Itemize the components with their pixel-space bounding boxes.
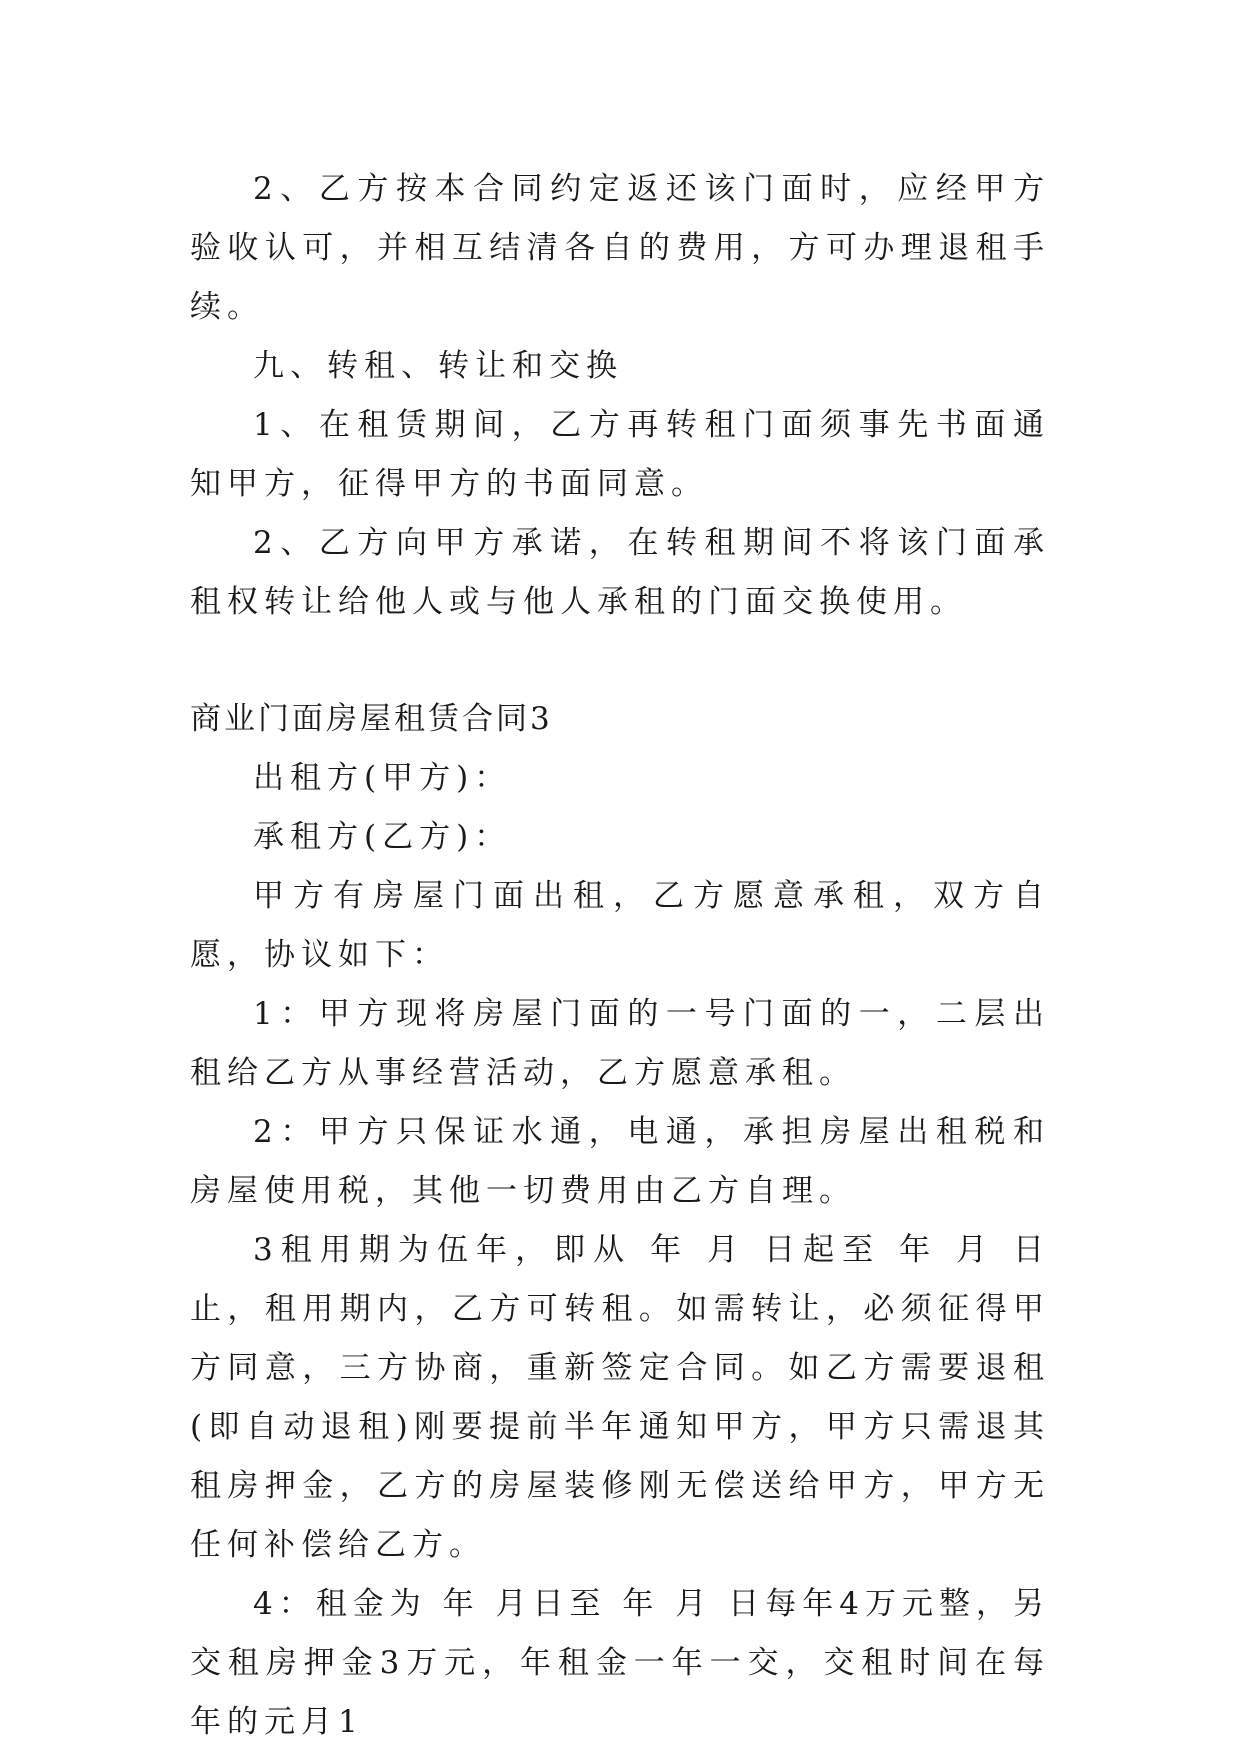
agreement-intro: 甲方有房屋门面出租，乙方愿意承租，双方自愿，协议如下：	[190, 878, 1050, 973]
clause-3-term: 3租用期为伍年，即从 年 月 日起至 年 月 日止，租用期内，乙方可转租。如需转让，必须征得甲方同意，三方协商，重新签定合同。如乙方需要退租(即自动退租)刚要提前半年通知甲方，甲方只需退其租房押金，乙方的房屋装修刚无偿送给甲方，甲方无任何补偿给乙方。	[190, 1232, 1050, 1563]
clause-sublease-promise: 2、乙方向甲方承诺，在转租期间不将该门面承租权转让给他人或与他人承租的门面交换使用。	[190, 525, 1050, 620]
clause-2-utilities: 2：甲方只保证水通，电通，承担房屋出租税和房屋使用税，其他一切费用由乙方自理。	[190, 1114, 1050, 1209]
clause-1-premises: 1：甲方现将房屋门面的一号门面的一，二层出租给乙方从事经营活动，乙方愿意承租。	[190, 996, 1050, 1091]
lessor-line: 出租方(甲方)：	[253, 760, 512, 796]
lessee-line: 承租方(乙方)：	[253, 819, 512, 855]
document-body	[190, 160, 1050, 1752]
section-heading-sublease: 九、转租、转让和交换	[253, 348, 623, 384]
clause-return-inspection: 2、乙方按本合同约定返还该门面时，应经甲方验收认可，并相互结清各自的费用，方可办理退租手续。	[190, 171, 1050, 325]
contract-title: 商业门面房屋租赁合同3	[190, 701, 553, 737]
clause-4-rent: 4：租金为 年 月日至 年 月 日每年4万元整，另交租房押金3万元，年租金一年一交，交租时间在每年的元月1	[190, 1586, 1050, 1740]
clause-sublease-notice: 1、在租赁期间，乙方再转租门面须事先书面通知甲方，征得甲方的书面同意。	[190, 407, 1050, 502]
